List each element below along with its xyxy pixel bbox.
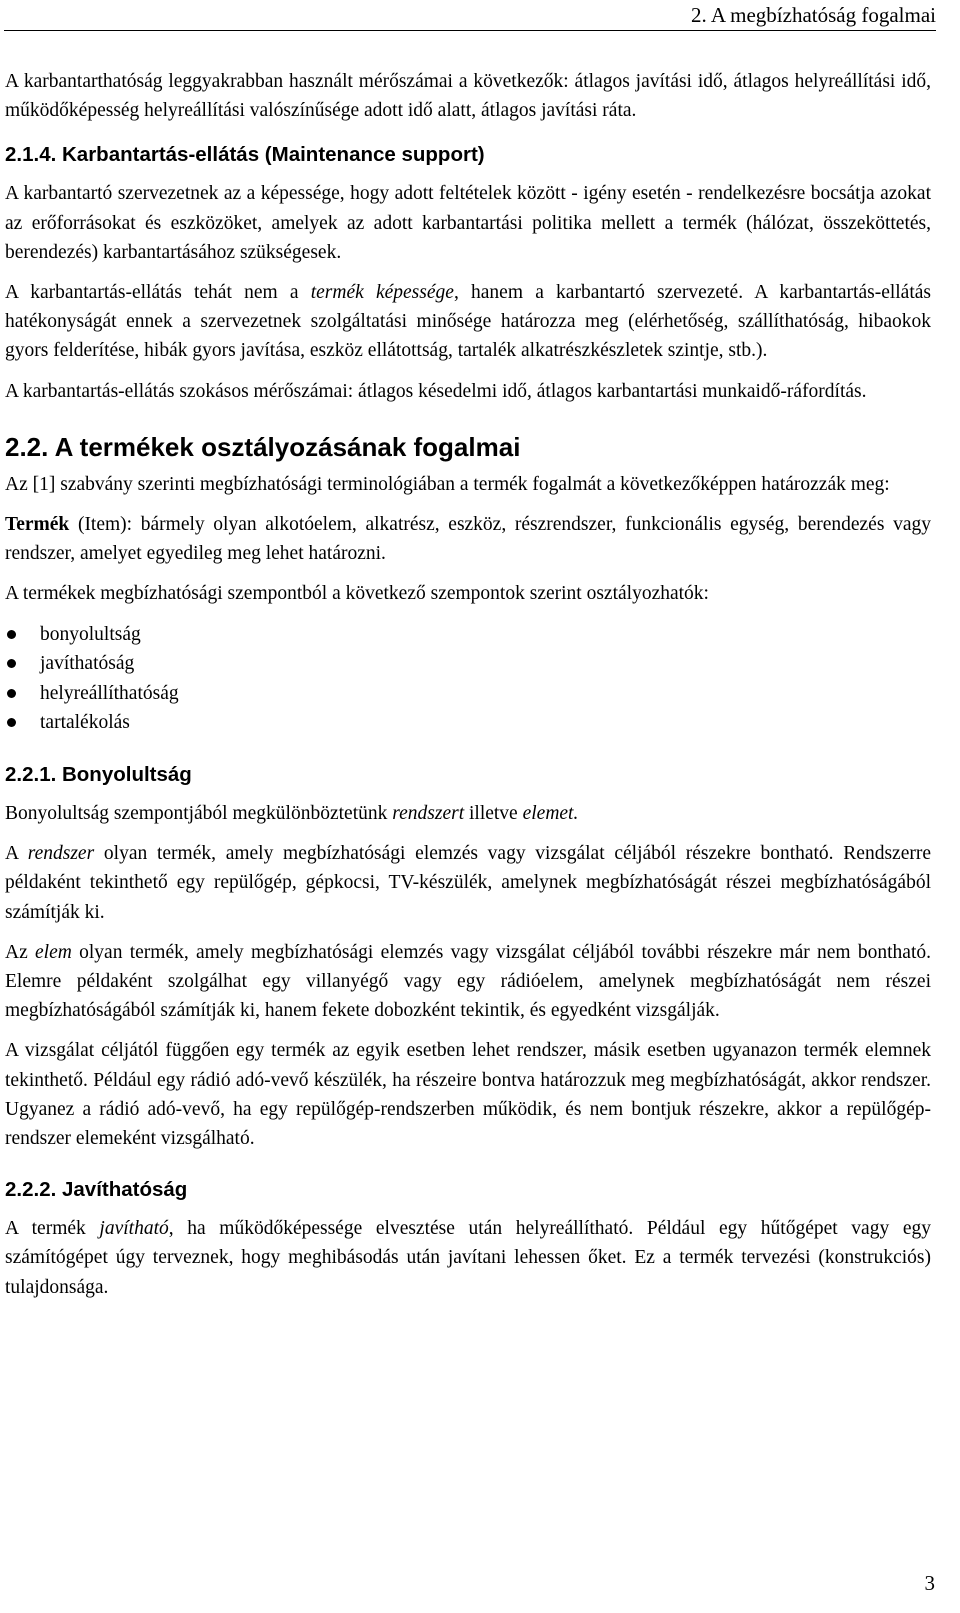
list-item: javíthatóság (5, 649, 931, 679)
text-run: , hanem a karbantartó szervezeté. A karbantartás-ellátás hatékonyságát ennek a szervezetnek szolgáltatási minősége határozza meg (elérhetőség, szállíthatóság, hibaokok gyors felderítése, hibák gyors javítása, eszköz ellátottság, tartalék alkatrészkészletek szintje, stb.). (5, 282, 931, 362)
paragraph: A karbantartás-ellátás szokásos mérőszámai: átlagos késedelmi idő, átlagos karbantartási munkaidő-ráfordítás. (5, 380, 867, 402)
text-run: Bonyolultság szempontjából megkülönböztetünk (5, 803, 393, 825)
paragraph: A termékek megbízhatósági szempontból a következő szempontok szerint osztályozhatók: (5, 583, 709, 605)
text-run: olyan termék, amely megbízhatósági elemzés vagy vizsgálat céljából részekre bontható. Rendszerre példaként tekinthető egy repülőgép, gépkocsi, TV-készülék, amelynek megbízhatóságát részei megbízhatóságából számítják ki. (5, 843, 931, 923)
list-item: bonyolultság (5, 620, 931, 650)
paragraph: Az [1] szabvány szerinti megbízhatósági terminológiában a termék fogalmát a következőképpen határozzák meg: (5, 473, 890, 495)
emphasis: rendszert (392, 803, 465, 825)
text-run: Az (5, 941, 36, 963)
text-run: (Item): bármely olyan alkotóelem, alkatrész, eszköz, részrendszer, funkcionális egység, berendezés vagy rendszer, amelyet egyedileg meg lehet határozni. (5, 514, 931, 565)
section-heading-2-2-2: 2.2.2. Javíthatóság (5, 1178, 188, 1202)
text-run: illetve (464, 803, 523, 825)
list-item: helyreállíthatóság (5, 679, 931, 709)
section-heading-2-2: 2.2. A termékek osztályozásának fogalmai (5, 431, 521, 462)
paragraph: A karbantartó szervezetnek az a képessége, hogy adott feltételek között - igény esetén - rendelkezésre bocsátja azokat az erőforrásokat és eszközöket, amelyek az adott karbantartási politika mellett a termék (hálózat, összeköttetés, berendezés) karbantartásához szükségesek. (5, 183, 931, 263)
paragraph (5, 839, 931, 927)
text-run: , ha működőképessége elvesztése után helyreállítható. Például egy hűtőgépet vagy egy számítógépet úgy terveznek, hogy meghibásodás után javítani lehessen őket. Ez a termék tervezési (konstrukciós) tulajdonsága. (5, 1218, 931, 1298)
text-run: A termék (5, 1218, 100, 1240)
text-run: A (5, 843, 28, 865)
page-body (5, 67, 931, 1313)
page-number: 3 (924, 1571, 935, 1595)
emphasis: javítható (99, 1218, 169, 1240)
text-run: A karbantartás-ellátás tehát nem a (5, 282, 311, 304)
running-header: 2. A megbízhatóság fogalmai (691, 3, 936, 27)
section-heading-2-2-1: 2.2.1. Bonyolultság (5, 763, 192, 787)
list-item: tartalékolás (5, 708, 931, 738)
section-heading-2-1-4: 2.1.4. Karbantartás-ellátás (Maintenance support) (5, 143, 485, 167)
text-run: olyan termék, amely megbízhatósági elemzés vagy vizsgálat céljából további részekre már nem bontható. Elemre példaként szolgálhat egy villanyégő vagy egy rádióelem, amelynek megbízhatóságát nem részei megbízhatóságából számítják ki, hanem fekete dobozként tekintik, és egyedként vizsgálják. (5, 941, 931, 1022)
paragraph (5, 1214, 931, 1302)
header-rule (4, 30, 936, 31)
paragraph (5, 278, 931, 366)
paragraph: A vizsgálat céljától függően egy termék az egyik esetben lehet rendszer, másik esetben ugyanazon termék elemnek tekinthető. Például egy rádió adó-vevő készülék, ha részeire bontva határozzuk meg megbízhatóságát, akkor rendszer. Ugyanez a rádió adó-vevő, ha egy repülőgép-rendszerben működik, és nem bontjuk részekre, akkor a repülőgép-rendszer elemeként vizsgálható. (5, 1040, 931, 1150)
intro-paragraph: A karbantarthatóság leggyakrabban használt mérőszámai a következők: átlagos javítási idő, átlagos helyreállítási idő, működőképesség helyreállítási valószínűsége adott idő alatt, átlagos javítási ráta. (5, 71, 931, 122)
term-bold: Termék (5, 514, 70, 536)
paragraph (5, 938, 931, 1026)
classification-list (5, 620, 931, 738)
emphasis: elem (35, 941, 72, 963)
paragraph (5, 799, 931, 828)
paragraph (5, 510, 931, 568)
emphasis: elemet. (522, 803, 579, 825)
emphasis: rendszer (27, 843, 95, 865)
emphasis: termék képessége (310, 282, 454, 304)
